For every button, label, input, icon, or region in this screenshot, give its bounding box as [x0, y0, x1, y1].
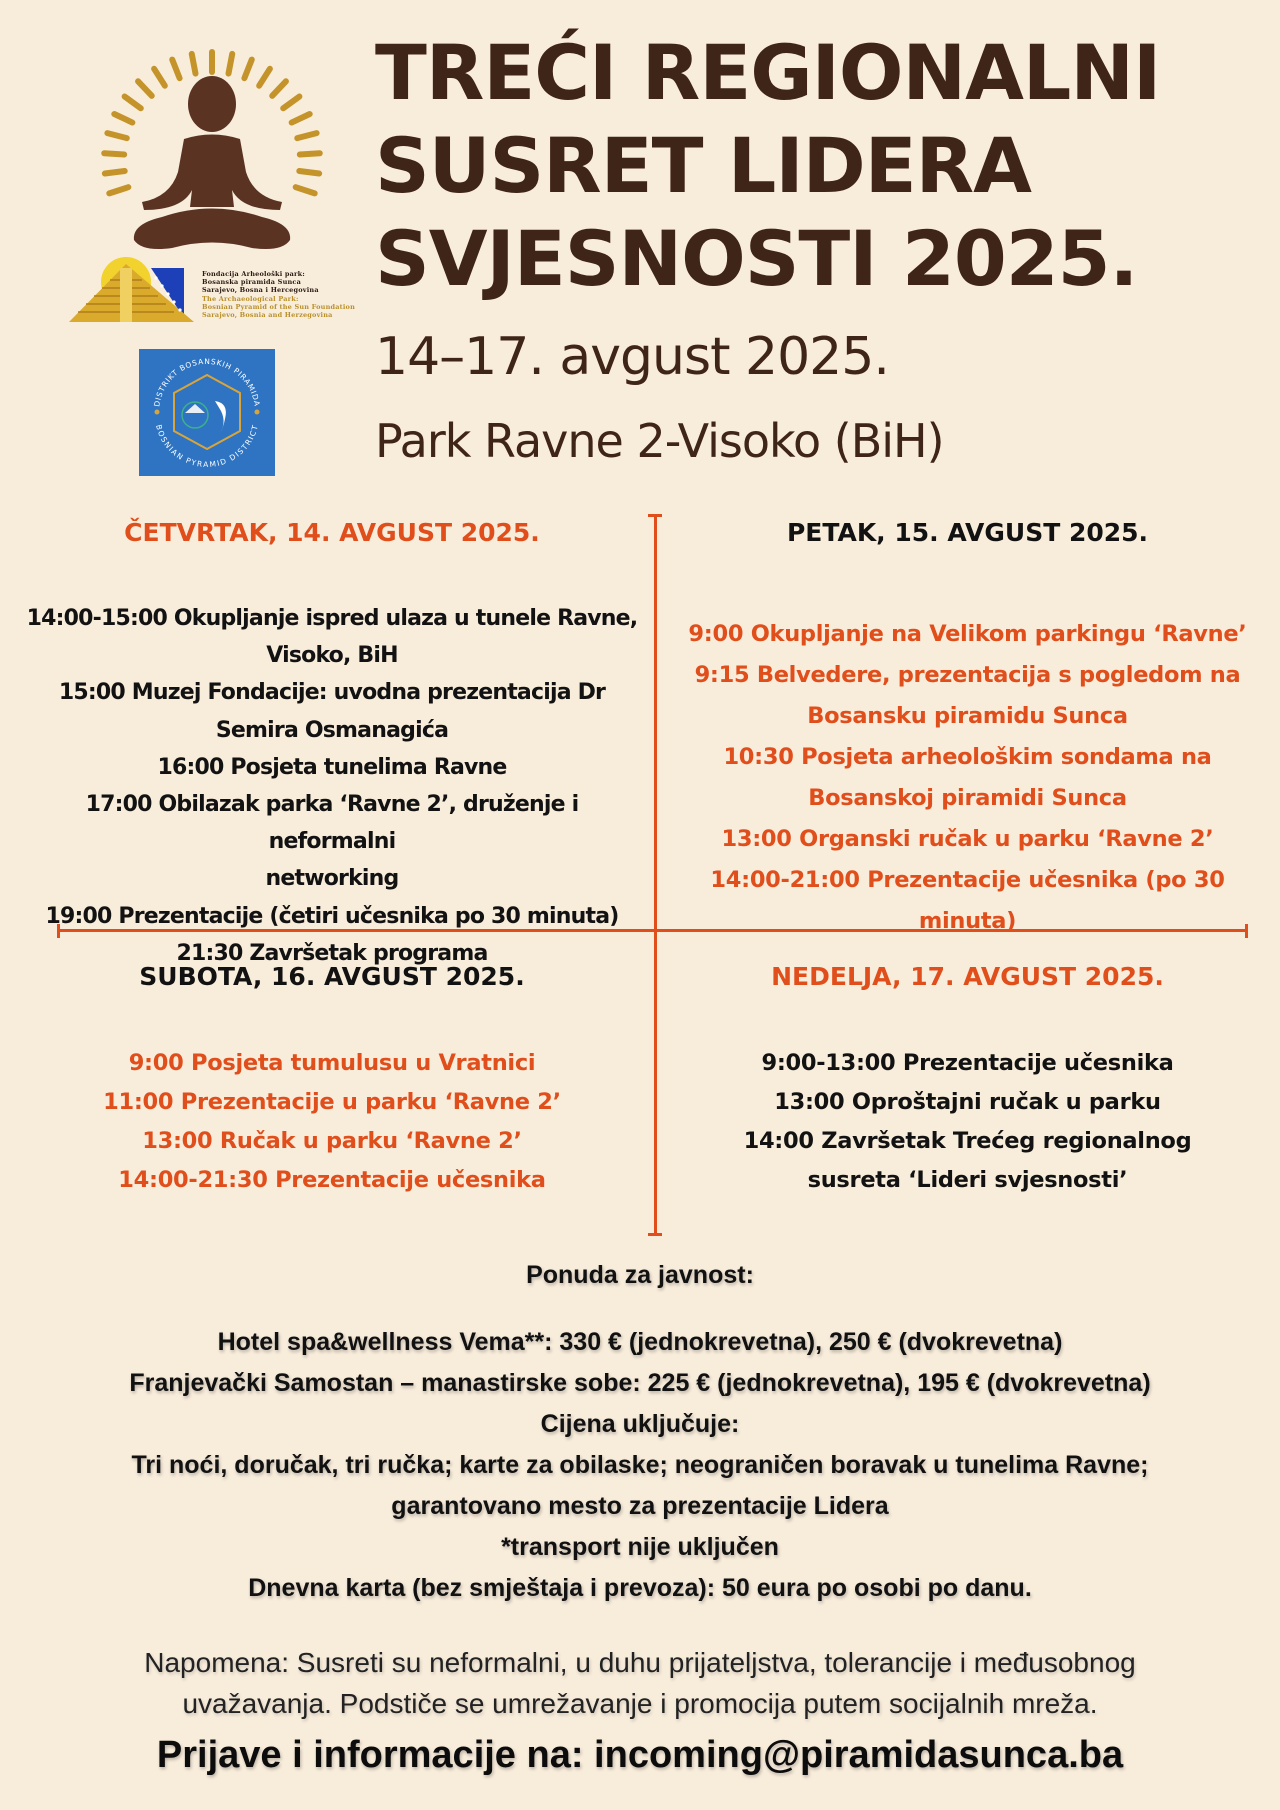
day-friday	[655, 518, 1280, 942]
schedule-item: 19:00 Prezentacije (četiri učesnika po 30 minuta)	[45, 903, 619, 929]
sun-ray	[296, 187, 315, 193]
district-top-text: DISTRIKT BOSANSKIH PIRAMIDA	[152, 356, 262, 408]
day-heading: SUBOTA, 16. AVGUST 2025.	[139, 962, 525, 991]
sun-ray	[228, 54, 232, 74]
sun-ray	[109, 187, 128, 193]
offer-line: *transport nije uključen	[501, 1533, 779, 1561]
schedule-item: Bosansku piramidu Sunca	[807, 703, 1128, 729]
note-line: Napomena: Susreti su neformalni, u duhu prijateljstva, tolerancije i međusobnog	[144, 1647, 1136, 1678]
sun-ray	[259, 69, 270, 86]
schedule-item: 21:30 Završetak programa	[176, 940, 488, 966]
schedule-item: 14:00 Završetak Trećeg regionalnog	[743, 1128, 1192, 1154]
district-bottom-text: BOSNIAN PYRAMID DISTRICT	[154, 423, 260, 470]
foundation-text-line: Sarajevo, Bosna i Hercegovina	[202, 286, 319, 295]
foundation-text-line: Sarajevo, Bosnia and Herzegovina	[202, 311, 333, 320]
day-schedule-list	[22, 600, 642, 972]
offer-heading: Ponuda za javnost:	[526, 1261, 754, 1289]
schedule-item: networking	[265, 866, 399, 892]
sun-ray	[292, 114, 310, 123]
schedule-item: 14:00-21:00 Prezentacije učesnika (po 30	[710, 867, 1225, 893]
schedule-item: 9:15 Belvedere, prezentacija s pogledom na	[694, 662, 1241, 688]
svg-text:BOSNIAN PYRAMID DISTRICT	[154, 424, 260, 469]
district-logo	[139, 349, 275, 476]
sun-ray	[192, 54, 196, 74]
day-sunday	[655, 962, 1280, 1200]
sun-ray	[244, 60, 251, 79]
title-line: SUSRET LIDERA	[375, 121, 1031, 210]
sun-ray	[297, 133, 316, 138]
schedule-item: 9:00 Okupljanje na Velikom parkingu ‘Ravne’	[688, 621, 1247, 647]
sun-ray	[300, 153, 320, 154]
schedule-item: Visoko, BiH	[266, 643, 398, 669]
schedule-item: 17:00 Obilazak parka ‘Ravne 2’, druženje i neformalni	[85, 792, 579, 855]
day-thursday	[22, 518, 642, 972]
schedule-item: 14:00-15:00 Okupljanje ispred ulaza u tunele Ravne,	[26, 606, 638, 631]
offer-line: Cijena uključuje:	[540, 1410, 740, 1438]
schedule-item: Bosanskoj piramidi Sunca	[808, 785, 1127, 811]
schedule-item: 13:00 Organski ručak u parku ‘Ravne 2’	[721, 826, 1214, 852]
foundation-text-line: The Archaeological Park:	[202, 294, 299, 303]
note	[0, 1642, 1280, 1724]
foundation-logo	[66, 254, 366, 330]
schedule-item: 14:00-21:30 Prezentacije učesnika	[118, 1167, 546, 1193]
offer-line: Hotel spa&wellness Vema**: 330 € (jednokrevetna), 250 € (dvokrevetna)	[217, 1328, 1063, 1356]
sun-ray	[172, 60, 179, 79]
offer-line: Tri noći, doručak, tri ručka; karte za obilaske; neograničen boravak u tunelima Ravne;	[131, 1451, 1149, 1479]
title-line: TREĆI REGIONALNI	[375, 28, 1161, 117]
sun-ray	[107, 133, 126, 138]
title-line: SVJESNOSTI 2025.	[375, 214, 1138, 303]
sun-ray	[125, 97, 141, 109]
schedule-item: minuta)	[918, 908, 1017, 934]
sun-ray	[114, 114, 132, 123]
schedule-item: 15:00 Muzej Fondacije: uvodna prezentacija Dr	[58, 680, 606, 706]
offer-line: garantovano mesto za prezentacije Lidera	[391, 1492, 889, 1520]
schedule-item: 10:30 Posjeta arheološkim sondama na	[723, 744, 1212, 770]
pyramid-flag-icon	[66, 254, 206, 330]
day-schedule-list	[655, 614, 1280, 942]
sun-ray	[283, 97, 299, 109]
schedule-item: 13:00 Oproštajni ručak u parku	[774, 1089, 1161, 1115]
foundation-text-line: Fondacija Arheološki park:	[202, 270, 305, 278]
note-line: uvažavanja. Podstiče se umrežavanje i promocija putem socijalnih mreža.	[182, 1688, 1098, 1719]
sun-ray	[154, 69, 165, 86]
foundation-text-line: Bosnian Pyramid of the Sun Foundation	[202, 302, 356, 311]
svg-text:DISTRIKT BOSANSKIH PIRAMIDA	[152, 357, 261, 407]
day-schedule-list	[22, 1044, 642, 1200]
schedule-item: 13:00 Ručak u parku ‘Ravne 2’	[142, 1128, 522, 1154]
public-offer	[0, 1255, 1280, 1609]
schedule-item: 9:00 Posjeta tumulusu u Vratnici	[128, 1050, 536, 1076]
district-emblem-icon	[139, 349, 275, 476]
schedule-item: 11:00 Prezentacije u parku ‘Ravne 2’	[103, 1089, 561, 1115]
sun-ray	[299, 171, 319, 174]
schedule-item: susreta ‘Lideri svjesnosti’	[807, 1167, 1128, 1193]
divider-cap	[648, 1233, 662, 1236]
sun-ray	[104, 153, 124, 154]
schedule-item: Semira Osmanagića	[215, 717, 449, 743]
event-dates: 14–17. avgust 2025.	[375, 327, 889, 387]
schedule-item: 9:00-13:00 Prezentacije učesnika	[761, 1050, 1174, 1076]
page-title	[375, 26, 1235, 305]
offer-line: Franjevački Samostan – manastirske sobe: 225 € (jednokrevetna), 195 € (dvokrevetna)	[129, 1369, 1151, 1397]
event-place: Park Ravne 2-Visoko (BiH)	[375, 414, 944, 468]
foundation-logo-text	[202, 270, 355, 319]
divider-cap	[648, 514, 662, 517]
day-schedule-list	[655, 1044, 1280, 1200]
contact-email[interactable]: Prijave i informacije na: incoming@piramidasunca.ba	[156, 1734, 1124, 1776]
schedule-item: 16:00 Posjeta tunelima Ravne	[157, 754, 507, 780]
day-heading: ČETVRTAK, 14. AVGUST 2025.	[124, 518, 540, 547]
day-saturday	[22, 962, 642, 1200]
meditation-logo	[92, 42, 332, 262]
day-heading: PETAK, 15. AVGUST 2025.	[786, 518, 1149, 547]
sun-ray	[272, 81, 286, 96]
meditation-icon	[92, 42, 332, 262]
offer-line: Dnevna karta (bez smještaja i prevoza): 50 eura po osobi po danu.	[248, 1574, 1032, 1602]
foundation-text-line: Bosanska piramida Sunca	[202, 278, 301, 287]
sun-ray	[105, 171, 125, 174]
day-heading: NEDELJA, 17. AVGUST 2025.	[771, 962, 1164, 991]
sun-ray	[138, 81, 152, 96]
